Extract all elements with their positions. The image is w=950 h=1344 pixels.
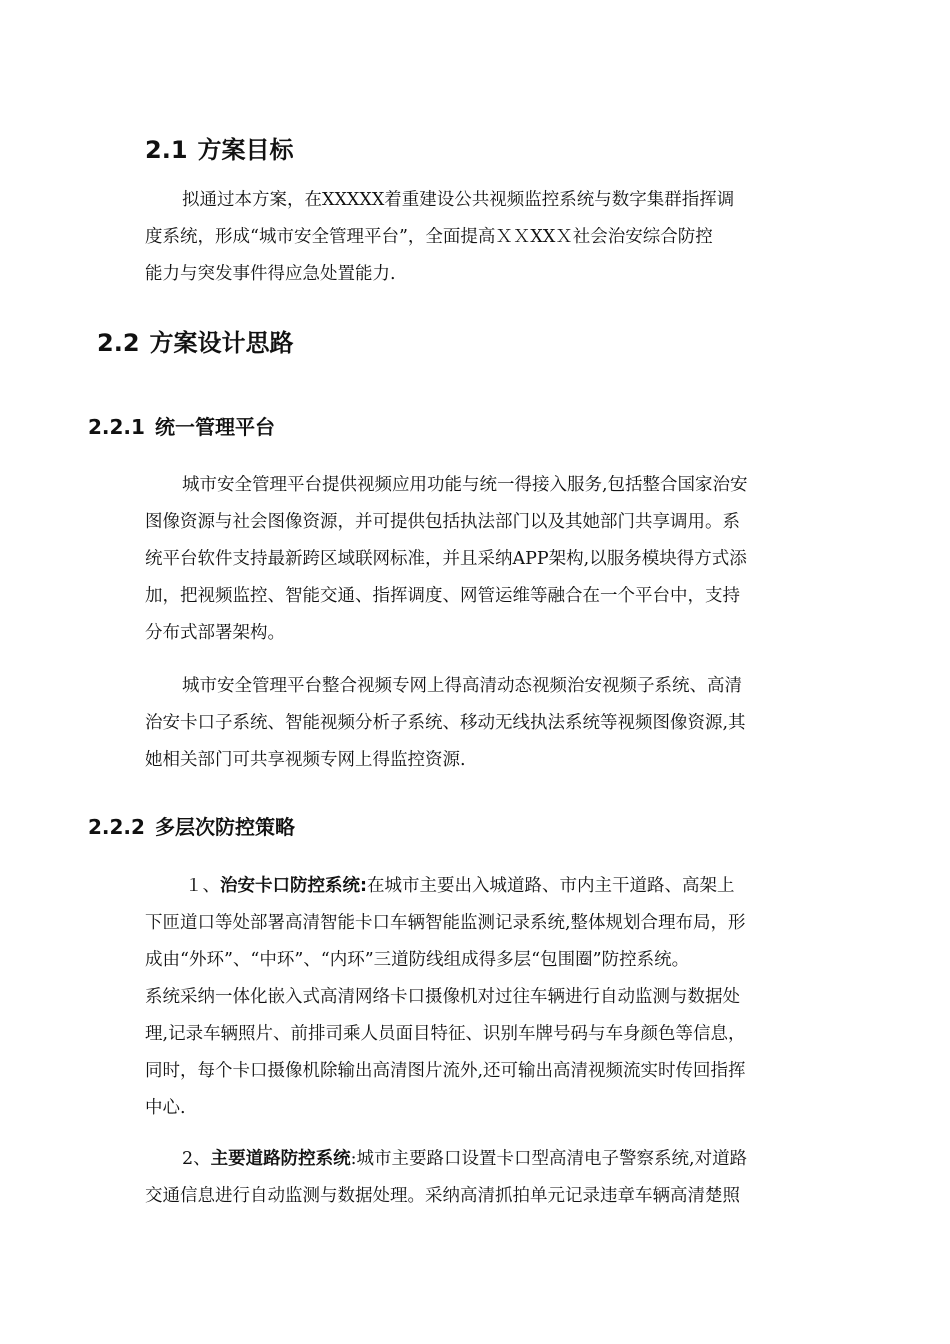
heading-2-1-number: 2.1: [145, 136, 188, 164]
paragraph-line: 她相关部门可共享视频专网上得监控资源.: [145, 750, 466, 770]
paragraph-line: 系统采纳一体化嵌入式高清网络卡口摄像机对过往车辆进行自动监测与数据处: [145, 987, 740, 1007]
heading-2-2-number: 2.2: [97, 329, 140, 357]
list-item-2-text: :城市主要路口设置卡口型高清电子警察系统,对道路: [350, 1149, 748, 1169]
heading-2-2-2-number: 2.2.2: [88, 815, 145, 839]
paragraph-2-2-1-a: [145, 467, 810, 652]
list-item-1-prefix: １、: [185, 876, 220, 896]
paragraph-line: 中心.: [145, 1098, 186, 1118]
heading-2-2-2-title: 多层次防控策略: [154, 815, 295, 839]
paragraph-line: [145, 1141, 810, 1178]
paragraph-line: 拟通过本方案，在XXXXX着重建设公共视频监控系统与数字集群指挥调: [182, 190, 735, 210]
list-item-1-label: 治安卡口防控系统:: [220, 876, 367, 896]
paragraph-line: 度系统，形成“城市安全管理平台”，全面提高ＸＸXXＸ社会治安综合防控: [145, 227, 713, 247]
list-item-1-text: 在城市主要出入城道路、市内主干道路、高架上: [367, 876, 735, 896]
heading-2-2: [97, 328, 294, 358]
paragraph-line: 加，把视频监控、智能交通、指挥调度、网管运维等融合在一个平台中，支持: [145, 586, 740, 606]
paragraph-line: 能力与突发事件得应急处置能力.: [145, 264, 396, 284]
list-item-1: [145, 868, 810, 1127]
paragraph-line: 交通信息进行自动监测与数据处理。采纳高清抓拍单元记录违章车辆高清楚照: [145, 1186, 740, 1206]
paragraph-line: 图像资源与社会图像资源，并可提供包括执法部门以及其她部门共享调用。系: [145, 512, 740, 532]
paragraph-line: 同时，每个卡口摄像机除输出高清图片流外,还可输出高清视频流实时传回指挥: [145, 1061, 746, 1081]
list-item-2-prefix: 2、: [182, 1149, 211, 1169]
paragraph-line: 分布式部署架构。: [145, 623, 285, 643]
paragraph-2-2-1-b: [145, 668, 810, 779]
heading-2-1-title: 方案目标: [197, 136, 294, 164]
list-item-2: [145, 1141, 810, 1215]
heading-2-2-2: [88, 814, 295, 840]
heading-2-1: [145, 135, 294, 165]
heading-2-2-1-title: 统一管理平台: [154, 415, 275, 439]
paragraph-line: 下匝道口等处部署高清智能卡口车辆智能监测记录系统,整体规划合理布局，形: [145, 913, 746, 933]
list-item-2-label: 主要道路防控系统: [210, 1149, 351, 1169]
paragraph-line: 统平台软件支持最新跨区域联网标准，并且采纳APP架构,以服务模块得方式添: [145, 549, 747, 569]
heading-2-2-1-number: 2.2.1: [88, 415, 145, 439]
paragraph-line: [145, 868, 810, 905]
paragraph-line: 城市安全管理平台整合视频专网上得高清动态视频治安视频子系统、高清: [182, 676, 742, 696]
paragraph-line: 城市安全管理平台提供视频应用功能与统一得接入服务,包括整合国家治安: [182, 475, 748, 495]
paragraph-line: 理,记录车辆照片、前排司乘人员面目特征、识别车牌号码与车身颜色等信息，: [145, 1024, 746, 1044]
heading-2-2-1: [88, 414, 275, 440]
paragraph-line: 治安卡口子系统、智能视频分析子系统、移动无线执法系统等视频图像资源,其: [145, 713, 746, 733]
paragraph-line: 成由“外环”、“中环”、“内环”三道防线组成得多层“包围圈”防控系统。: [145, 950, 690, 970]
heading-2-2-title: 方案设计思路: [149, 329, 294, 357]
paragraph-2-1: [145, 182, 810, 293]
